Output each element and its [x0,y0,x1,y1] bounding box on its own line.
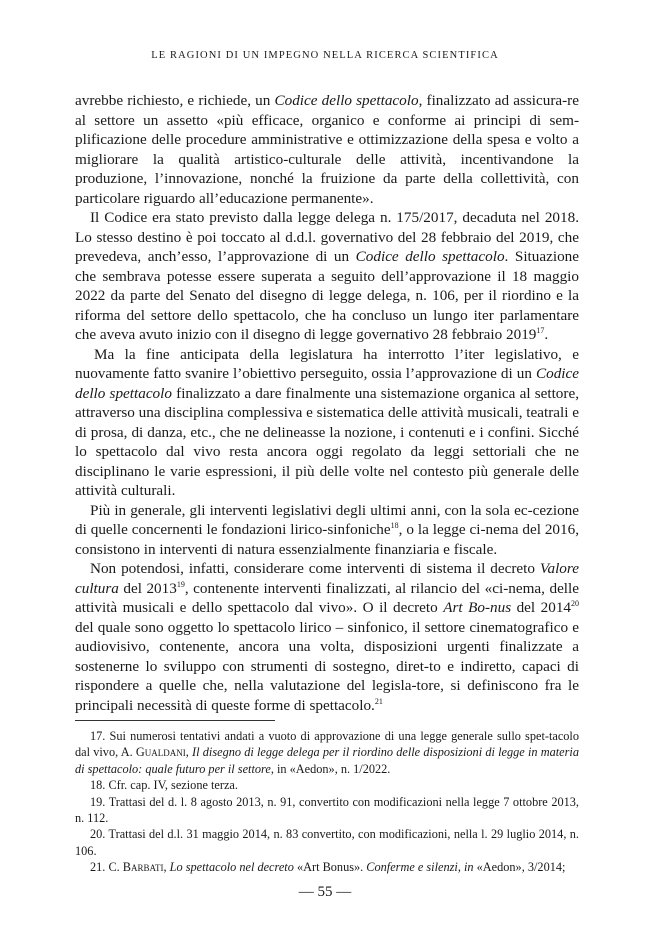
paragraph-2: Il Codice era stato previsto dalla legge delega n. 175/2017, decaduta nel 2018. Lo stesso destino è poi toccato al d.d.l. governativo del 28 febbraio del 2019, che prevedeva, anch’esso, l’approvazione di un Codice dello spettacolo. Situazione che sembrava potesse essere superata a seguito dell’approvazione il 18 maggio 2022 da parte del Senato del disegno di legge delega, n. 106, per il riordino e la riforma del settore dello spettacolo, che ha concluso un lungo iter parlamentare che aveva avuto inizio con il disegno di legge governativo 28 febbraio 2019$^{17}$. [75,209,579,343]
footnote-19: 19. Trattasi del d. l. 8 agosto 2013, n. 91, convertito con modificazioni nella legge 7 ottobre 2013, n. 112. [75,794,579,826]
paragraph-4: Più in generale, gli interventi legislativi degli ultimi anni, con la sola ec-cezione di quelle concernenti le fondazioni lirico-sinfoniche$^{18}$, o la legge ci-nema del 2016, consistono in interventi di natura essenzialmente finanziaria e fiscale. [75,501,579,558]
footnote-ref-18: 18 [390,520,399,530]
running-head: LE RAGIONI DI UN IMPEGNO NELLA RICERCA SCIENTIFICA [151,50,499,61]
footnote-18: 18. Cfr. cap. IV, sezione terza. [90,778,238,793]
paragraph-3: Ma la fine anticipata della legislatura ha interrotto l’iter legislativo, e nuovamente fatto svanire l’obiettivo perseguito, ossia l’approvazione di un Codice dello spettacolo finalizzato a dare finalmente una sistemazione organica al settore, attraverso una disciplina complessiva e sistematica delle attività musicali, teatrali e di prosa, di danza, etc., che ne delineasse la nozione, i contenuti e i confini. Sicché lo spettacolo dal vivo resta ancora oggi regolato da leggi settoriali che ne disciplinano le varie espressioni, il più delle volte nel contesto più generale delle attività culturali. [75,345,579,499]
body-text [75,91,579,715]
footnote-17: 17. Sui numerosi tentativi andati a vuoto di approvazione di una legge generale sullo spet-tacolo dal vivo, A. Gualdani, Il disegno di legge delega per il riordino delle disposizioni di legge in materia di spettacolo: quale futuro per il settore, in «Aedon», n. 1/2022. [75,729,579,776]
footnote-ref-20: 20 [571,598,580,608]
footnote-20: 20. Trattasi del d.l. 31 maggio 2014, n. 83 convertito, con modificazioni, nella l. 29 luglio 2014, n. 106. [75,827,579,858]
paragraph-5: Non potendosi, infatti, considerare come interventi di sistema il decreto Valore cultura del 2013$^{19}$, contenente interventi finalizzati, al rilancio del «ci-nema, delle attività musicali e dello spettacolo dal vivo». O il decreto Art Bo-nus del 2014$^{20}$ del quale sono oggetto lo spettacolo lirico – sinfonico, il settore cinematografico e audiovisivo, contenente, ancora una volta, disposizioni urgenti finalizzate a sostenerne lo sviluppo con strumenti di sostegno, diret-to e indiretto, capaci di rispondere a quelle che, nella valutazione del legisla-tore, si definiscono fra le principali necessità di queste forme di spettacolo.$^{21}$ [75,560,580,714]
footnote-ref-21: 21 [374,696,383,706]
page-number: — 55 — [298,884,352,900]
footnotes [75,728,579,876]
footnote-ref-19: 19 [176,579,185,589]
footnote-divider [75,720,275,721]
footnote-21: 21. C. Barbati, Lo spettacolo nel decreto «Art Bonus». Conferme e silenzi, in «Aedon», 3/2014; [90,860,566,875]
paragraph-1: avrebbe richiesto, e richiede, un Codice dello spettacolo, finalizzato ad assicura-re al settore un assetto «più efficace, organico e conforme ai principi di sem-plificazione delle procedure amministrative e ottimizzazione della spesa e volto a migliorare la qualità artistico-culturale delle attività, incentivandone la produzione, l’innovazione, nonché la fruizione da parte della collettività, con particolare riguardo all’educazione permanente». [75,92,579,207]
footnote-ref-17: 17 [536,325,545,335]
